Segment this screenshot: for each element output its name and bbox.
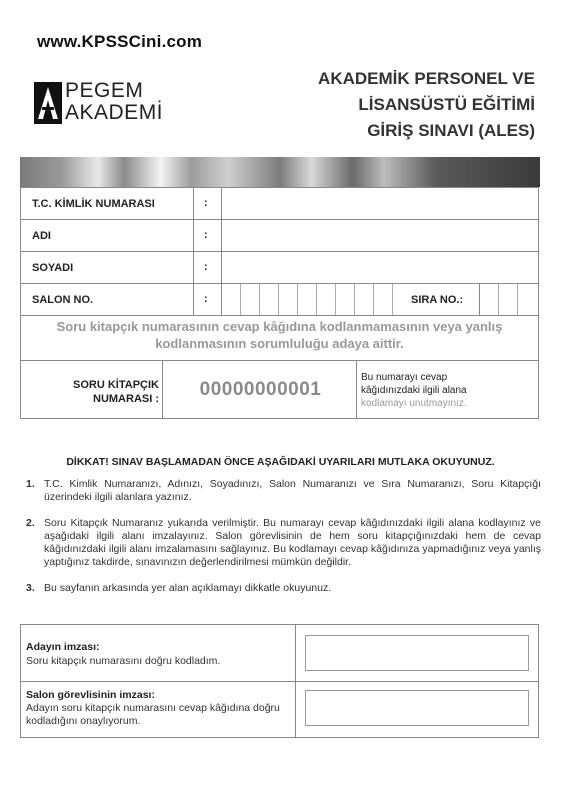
candidate-signature-box[interactable]	[305, 635, 529, 671]
candidate-signature-title: Adayın imzası:	[26, 641, 100, 653]
sira-digit-cell[interactable]	[479, 284, 480, 315]
instruction-number: 3.	[26, 582, 35, 594]
divider	[295, 681, 296, 737]
booklet-note	[361, 371, 467, 410]
logo-text-akademi: AKADEMİ	[65, 101, 164, 124]
signature-table	[20, 624, 539, 738]
divider	[193, 220, 194, 251]
instruction-number: 1.	[26, 478, 35, 490]
sira-digit-cell[interactable]	[517, 284, 518, 315]
tc-label: T.C. KİMLİK NUMARASI	[32, 198, 155, 210]
divider	[221, 284, 222, 315]
title-line-1: AKADEMİK PERSONEL VE	[318, 69, 535, 88]
officer-signature-desc: Adayın soru kitapçık numarasını cevap kâğıdına doğru kodladığını onaylıyorum.	[26, 702, 280, 727]
salon-digit-cell[interactable]	[373, 284, 374, 315]
booklet-note-line-3: kodlamayı unutmayınız.	[361, 398, 467, 409]
title-line-2: LİSANSÜSTÜ EĞİTİMİ	[358, 95, 535, 114]
salon-digit-cell[interactable]	[335, 284, 336, 315]
ad-label: ADI	[32, 230, 51, 242]
salon-digit-cell[interactable]	[392, 284, 393, 315]
salon-digit-cell[interactable]	[278, 284, 279, 315]
sira-digit-cell[interactable]	[498, 284, 499, 315]
salon-digit-cell[interactable]	[240, 284, 241, 315]
tc-input-field[interactable]	[222, 188, 538, 219]
salon-digit-cell[interactable]	[316, 284, 317, 315]
exam-title	[318, 66, 535, 144]
booklet-label-line-2: NUMARASI :	[93, 393, 159, 405]
soyad-row	[21, 252, 538, 284]
salon-digit-cell[interactable]	[354, 284, 355, 315]
instructions-heading: DİKKAT! SINAV BAŞLAMADAN ÖNCE AŞAĞIDAKİ UYARILARI MUTLAKA OKUYUNUZ.	[66, 456, 495, 468]
colon: :	[204, 293, 208, 305]
officer-signature-title: Salon görevlisinin imzası:	[26, 689, 155, 701]
booklet-number: 00000000001	[199, 379, 322, 400]
divider	[295, 625, 296, 681]
colon: :	[204, 229, 208, 241]
salon-label: SALON NO.	[32, 294, 94, 306]
booklet-number-box	[162, 361, 357, 419]
booklet-note-line-1: Bu numarayı cevap	[361, 372, 448, 383]
booklet-note-line-2: kâğıdınızdaki ilgili alana	[361, 385, 467, 396]
booklet-label-line-1: SORU KİTAPÇIK	[73, 379, 159, 391]
booklet-label	[41, 378, 159, 406]
officer-signature-row	[21, 681, 538, 737]
candidate-signature-row	[21, 625, 538, 682]
instruction-text: T.C. Kimlik Numaranızı, Adınızı, Soyadınızı, Salon Numaranızı ve Sıra Numaranızı, Soru Kitapçığı üzerindeki ilgili alanlara yazınız.	[44, 478, 541, 503]
colon: :	[204, 197, 208, 209]
ad-row	[21, 220, 538, 252]
candidate-info-form	[20, 187, 539, 419]
sira-label: SIRA NO.:	[411, 294, 464, 306]
instruction-text: Soru Kitapçık Numaranız yukarıda verilmiştir. Bu numarayı cevap kâğıdınızdaki ilgili alana kodlayınız ve aşağıdaki ilgili alanı imzalayınız. Salon görevlisinin de hem soru kitapçığınızdaki hem de cevap kâğıdınızdaki ilgili alanı imzalamasını sağlayınız. Bu kodlamayı cevap kâğıdınıza yapmadığınız veya yanlış yaptığınız takdirde, sınavınızın değerlendirilmesi mümkün değildir.	[44, 517, 541, 568]
salon-row	[21, 284, 538, 316]
instruction-text: Bu sayfanın arkasında yer alan açıklamayı dikkatle okuyunuz.	[44, 582, 332, 594]
salon-digit-cell[interactable]	[259, 284, 260, 315]
instruction-number: 2.	[26, 517, 35, 529]
officer-signature-box[interactable]	[305, 690, 529, 726]
logo-text-pegem: PEGEM	[65, 79, 144, 102]
divider	[193, 188, 194, 219]
divider	[193, 284, 194, 315]
colon: :	[204, 261, 208, 273]
tc-row	[21, 188, 538, 220]
pegem-logo	[34, 79, 164, 125]
soyad-label: SOYADI	[32, 262, 74, 274]
ad-input-field[interactable]	[222, 220, 538, 251]
coding-warning: Soru kitapçık numarasının cevap kâğıdına kodlanmamasının veya yanlış kodlanmasının sorumluluğu adaya aittir.	[56, 319, 503, 351]
logo-mark-icon	[34, 82, 62, 124]
divider	[193, 252, 194, 283]
decorative-banner	[20, 157, 540, 187]
website-url: www.KPSSCini.com	[37, 32, 203, 51]
booklet-number-section	[21, 360, 538, 419]
salon-digit-cell[interactable]	[297, 284, 298, 315]
title-line-3: GİRİŞ SINAVI (ALES)	[367, 121, 535, 140]
candidate-signature-desc: Soru kitapçık numarasını doğru kodladım.	[26, 655, 221, 667]
soyad-input-field[interactable]	[222, 252, 538, 283]
